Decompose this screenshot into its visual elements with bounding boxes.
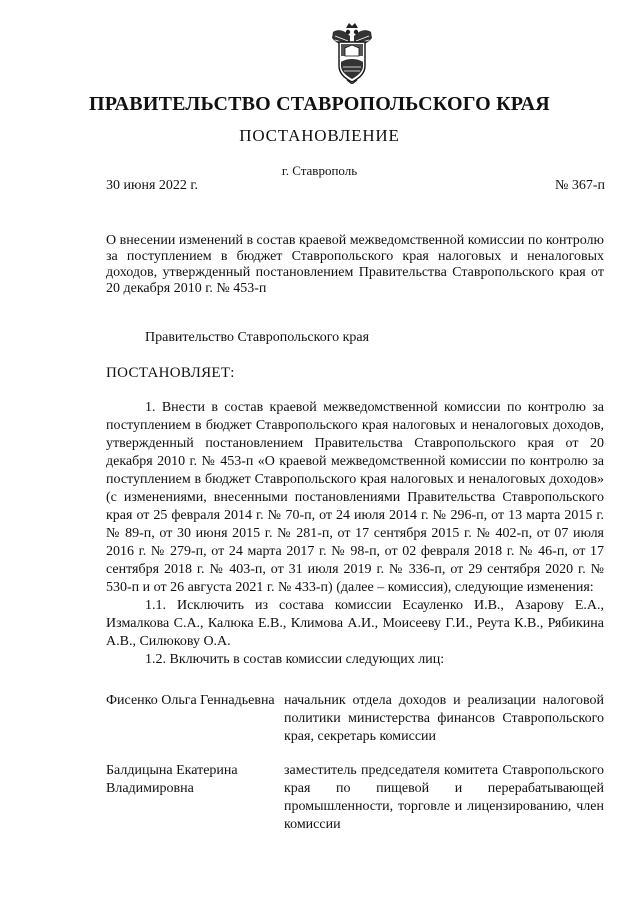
- member-row: [106, 762, 604, 834]
- document-type: ПОСТАНОВЛЕНИЕ: [239, 126, 400, 145]
- document-body: [106, 399, 604, 669]
- coat-of-arms-icon: [329, 22, 375, 84]
- document-number: № 367-п: [554, 178, 605, 193]
- city: г. Ставрополь: [281, 163, 358, 178]
- issuer-title: ПРАВИТЕЛЬСТВО СТАВРОПОЛЬСКОГО КРАЯ: [89, 93, 550, 115]
- decree-word: ПОСТАНОВЛЯЕТ:: [106, 365, 235, 381]
- paragraph-1-1: 1.1. Исключить из состава комиссии Есауленко И.В., Азарову Е.А., Измалкова С.А., Калюка Е.В., Климова А.И., Моисееву Г.И., Реута К.В., Рябикина А.В., Силюкову О.А.: [106, 598, 604, 649]
- member-role: заместитель председателя комитета Ставропольского края по пищевой и перерабатывающей промышленности, торговле и лицензированию, член комиссии: [284, 763, 604, 832]
- member-name: Фисенко Ольга Геннадьевна: [106, 693, 275, 708]
- document-subject: О внесении изменений в состав краевой межведомственной комиссии по контролю за поступлением в бюджет Ставропольского края налоговых и неналоговых доходов, утвержденный постановлением Правительства Ставропольского края от 20 декабря 2010 г. № 453-п: [106, 233, 604, 296]
- member-row: [106, 692, 604, 746]
- paragraph-1-2: 1.2. Включить в состав комиссии следующих лиц:: [145, 652, 445, 667]
- paragraph-1: 1. Внести в состав краевой межведомственной комиссии по контролю за поступлением в бюджет Ставропольского края налоговых и неналоговых доходов, утвержденный постановлением Правительства Ставропольского края от 20 декабря 2010 г. № 453-п «О краевой межведомственной комиссии по контролю за поступлением в бюджет Ставропольского края налоговых и неналоговых доходов» (с изменениями, внесенными постановлениями Правительства Ставропольского края от 25 февраля 2014 г. № 70-п, от 24 июля 2014 г. № 296-п, от 13 марта 2015 г. № 89-п, от 30 июня 2015 г. № 281-п, от 17 сентября 2015 г. № 402-п, от 07 июля 2016 г. № 279-п, от 24 марта 2017 г. № 98-п, от 02 февраля 2018 г. № 46-п, от 17 сентября 2018 г. № 403-п, от 31 июля 2019 г. № 336-п, от 29 сентября 2020 г. № 530-п и от 26 августа 2021 г. № 433-п) (далее – комиссия), следующие изменения:: [106, 400, 604, 595]
- authority: Правительство Ставропольского края: [145, 330, 370, 345]
- document-date: 30 июня 2022 г.: [106, 178, 199, 193]
- member-list: [106, 692, 604, 850]
- member-name: Балдицына Екатерина Владимировна: [106, 763, 238, 796]
- member-role: начальник отдела доходов и реализации налоговой политики министерства финансов Ставропольского края, секретарь комиссии: [284, 693, 604, 744]
